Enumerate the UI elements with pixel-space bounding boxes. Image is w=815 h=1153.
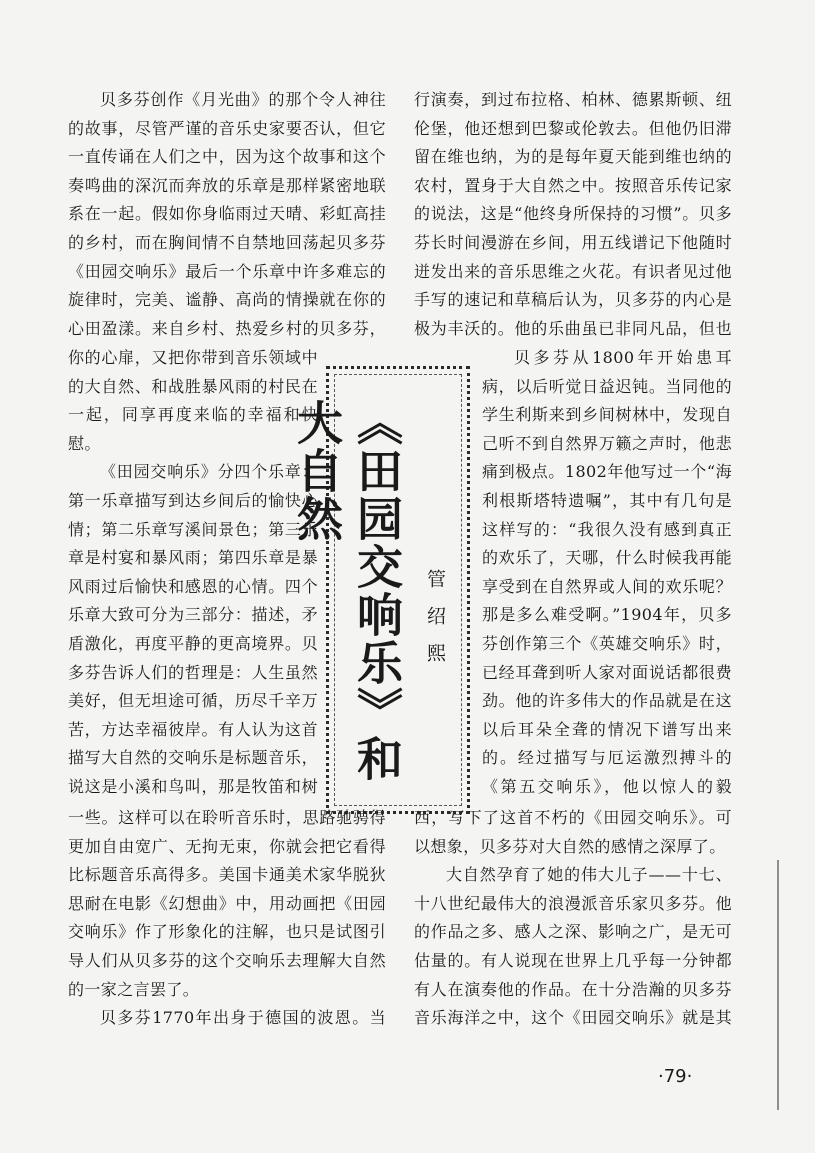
paragraph: 贝多芬创作《月光曲》的那个令人神往的故事，尽管严谨的音乐史家要否认，但它一直传诵在人们之中，因为这个故事和这个奏鸣曲的深沉而奔放的乐章是那样紧密地联系在一起。假如你身临雨过天晴、彩虹高挂的乡村，而在胸间情不自禁地回荡起贝多芬《田园交响乐》最后一个乐章中许多难忘的旋律时，完美、谧静、高尚的情操就在你的心田盈漾。来自乡村、热爱乡村的贝多芬，	[68, 90, 386, 338]
title-frame	[290, 366, 470, 814]
left-column-top	[68, 86, 386, 344]
right-column-top	[414, 86, 732, 344]
right-column-wrap	[482, 344, 732, 804]
paragraph-continuation: 西，写下了这首不朽的《田园交响乐》。可以想象，贝多芬对大自然的感情之深厚了。	[414, 808, 732, 856]
author-name: 管绍熙	[424, 569, 446, 680]
paragraph: 《田园交响乐》分四个乐章：第一乐章描写到达乡间后的愉快心情；第二乐章写溪间景色；第三乐章是村宴和暴风雨；第四乐章是暴风雨过后愉快和感恩的心情。四个乐章大致可分为三部分：描述，矛盾激化，再度平静的更高境界。贝多芬告诉人们的哲理是：人生虽然美好，但无坦途可循，历尽千辛万苦，方达幸福彼岸。有人认为这首描写大自然的交响乐是标题音乐，说这是小溪和鸟叫，那是牧笛和树	[68, 462, 318, 796]
page-number: ·79·	[658, 1066, 693, 1087]
scan-edge-line	[777, 860, 779, 1110]
right-column-bottom	[414, 804, 732, 1034]
article-title: 《田园交响乐》和大自然	[290, 399, 404, 783]
paragraph: 贝多芬从1800年开始患耳病，以后听觉日益迟钝。当同他的学生利斯来到乡间树林中，发现自己听不到自然界万籁之声时，他悲痛到极点。1802年他写过一个“海利根斯塔特遗嘱”，其中有几句是这样写的：“我很久没有感到真正的欢乐了，天哪，什么时候我再能享受到在自然界或人间的欢乐呢？那是多么难受啊。”1904年，贝多芬创作第三个《英雄交响乐》时，已经耳聋到听人家对面说话都很费劲。他的许多伟大的作品就是在这以后耳朵全聋的情况下谱写出来的。经过描写与厄运激烈搏斗的《第五交响乐》，他以惊人的毅	[482, 348, 732, 796]
left-column-bottom	[68, 804, 386, 1034]
paragraph-continuation: 行演奏，到过布拉格、柏林、德累斯顿、纽伦堡，他还想到巴黎或伦敦去。但他仍旧滞留在维也纳，为的是每年夏天能到维也纳的农村，置身于大自然之中。按照音乐传记家的说法，这是“他终身所保持的习惯”。贝多芬长时间漫游在乡间，用五线谱记下他随时迸发出来的音乐思维之火花。有识者见过他手写的速记和草稿后认为，贝多芬的内心是极为丰沃的。他的乐曲虽已非同凡品，但也	[414, 90, 732, 338]
paragraph: 贝多芬1770年出身于德国的波恩。当	[100, 1008, 386, 1028]
left-column-wrap	[68, 344, 318, 804]
paragraph: 大自然孕育了她的伟大儿子——十七、十八世纪最伟大的浪漫派音乐家贝多芬。他的作品之多、感人之深、影响之广，是无可估量的。有人说现在世界上几乎每一分钟都有人在演奏他的作品。在十分浩瀚的贝多芬音乐海洋之中，这个《田园交响乐》就是其	[414, 865, 732, 1028]
paragraph-continuation: 一些。这样可以在聆听音乐时，思路驰骋得更加自由宽广、无拘无束，你就会把它看得比标题音乐高得多。美国卡通美术家华脱狄思耐在电影《幻想曲》中，用动画把《田园交响乐》作了形象化的注解，也只是试图引导人们从贝多芬的这个交响乐去理解大自然的一家之言罢了。	[68, 808, 386, 999]
paragraph-continuation: 你的心扉，又把你带到音乐领域中的大自然、和战胜暴风雨的村民在一起，同享再度来临的幸福和快慰。	[68, 348, 318, 453]
